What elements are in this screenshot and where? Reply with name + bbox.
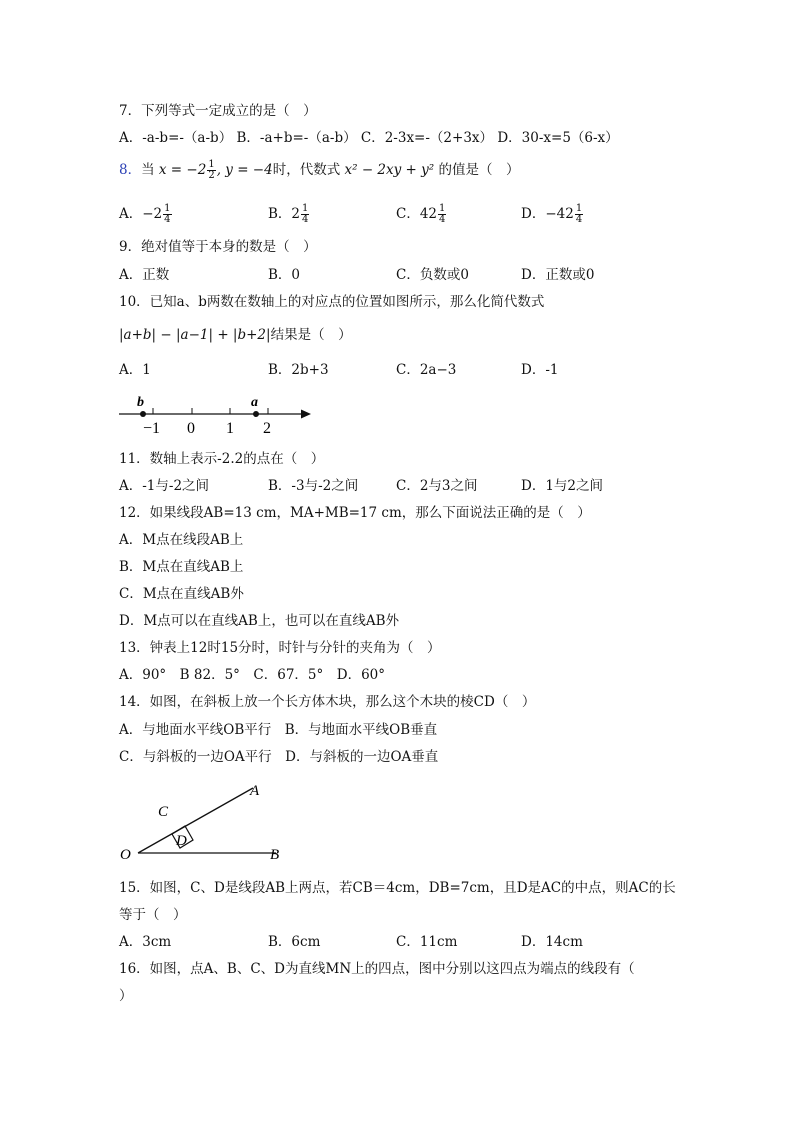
- q8-number: 8．: [119, 162, 142, 178]
- q14-options-ab: A．与地面水平线OB平行 B．与地面水平线OB垂直: [119, 722, 438, 738]
- q8-expression: x² − 2xy + y²: [344, 162, 435, 178]
- label-b: b: [137, 395, 144, 410]
- q14-options-cd: C．与斜板的一边OA平行 D．与斜板的一边OA垂直: [119, 749, 439, 765]
- q10-stem: 10．已知a、b两数在数轴上的对应点的位置如图所示，那么化简代数式: [119, 294, 545, 310]
- q15-stem: 15．如图，C、D是线段AB上两点，若CB＝4cm，DB=7cm，且D是AC的中点，则AC的长: [119, 880, 676, 896]
- label-d: D: [176, 833, 187, 849]
- tick-label-1: 1: [226, 420, 234, 437]
- q8-stem: [119, 160, 519, 181]
- q10-tail: 结果是（ ）: [270, 327, 352, 343]
- q15-option-b: B．6cm: [268, 934, 321, 950]
- q10-option-c: C．2a−3: [396, 362, 457, 378]
- q11-option-c: C．2与3之间: [396, 478, 478, 494]
- q11-option-a: A．-1与-2之间: [119, 478, 210, 494]
- q11-option-d: D．1与2之间: [521, 478, 604, 494]
- q9-option-a: A．正数: [119, 267, 170, 283]
- tick-label-2: 2: [263, 420, 271, 437]
- q10-stem-line2: [119, 326, 352, 344]
- point-a: [253, 411, 259, 417]
- q16-stem: 16．如图，点A、B、C、D为直线MN上的四点，图中分别以这四点为端点的线段有（: [119, 961, 635, 977]
- point-b: [140, 411, 146, 417]
- q15-option-d: D．14cm: [521, 934, 583, 950]
- q11-stem: 11．数轴上表示-2.2的点在（ ）: [119, 451, 325, 467]
- label-c: C: [158, 804, 169, 820]
- q12-option-d: D．M点可以在直线AB上，也可以在直线AB外: [119, 613, 399, 629]
- q15-option-c: C．11cm: [396, 934, 458, 950]
- q12-stem: 12．如果线段AB=13 cm，MA+MB=17 cm，那么下面说法正确的是（ ）: [119, 505, 591, 521]
- q7-options: A．-a-b=-（a-b） B．-a+b=-（a-b） C．2-3x=-（2+3x） D．30-x=5（6-x）: [119, 130, 619, 146]
- label-a: a: [251, 395, 258, 410]
- incline-figure: [118, 778, 298, 868]
- q12-option-b: B．M点在直线AB上: [119, 559, 244, 575]
- q8-tail: 的值是（ ）: [438, 162, 520, 178]
- q10-option-d: D．-1: [521, 362, 559, 378]
- label-b: B: [270, 847, 280, 863]
- q9-option-d: D．正数或0: [521, 267, 595, 283]
- q15-stem-line2: 等于（ ）: [119, 907, 187, 923]
- number-line-arrow: [301, 410, 311, 419]
- q13-options: A．90° B 82．5° C．67．5° D．60°: [119, 667, 386, 683]
- q14-stem: 14．如图，在斜板上放一个长方体木块，那么这个木块的棱CD（ ）: [119, 694, 536, 710]
- q8-mid: 时，代数式: [272, 162, 341, 178]
- q8-option-b: B．2 $\frac{1}{4}$: [268, 203, 309, 225]
- q16-stem-line2: ）: [119, 988, 133, 1004]
- q8-x-fraction: $\frac{1}{2}$: [208, 159, 215, 181]
- q10-expression: |a+b| − |a−1| + |b+2|: [119, 327, 271, 343]
- q9-option-b: B．0: [268, 267, 301, 283]
- q8-when: 当: [141, 162, 155, 178]
- tick-label-0: 0: [187, 420, 195, 437]
- q15-option-a: A．3cm: [119, 934, 172, 950]
- q11-option-b: B．-3与-2之间: [268, 478, 359, 494]
- q10-option-b: B．2b+3: [268, 362, 329, 378]
- q8-option-c: C．42 $\frac{1}{4}$: [396, 203, 446, 225]
- q10-option-a: A．1: [119, 362, 151, 378]
- q13-stem: 13．钟表上12时15分时，时针与分针的夹角为（ ）: [119, 640, 441, 656]
- q12-option-c: C．M点在直线AB外: [119, 586, 244, 602]
- incline-line-oa: [138, 788, 253, 853]
- label-a: A: [250, 783, 260, 799]
- q9-option-c: C．负数或0: [396, 267, 469, 283]
- number-line-figure: [115, 390, 325, 440]
- q8-x-expr: x = −2: [158, 162, 207, 178]
- q12-option-a: A．M点在线段AB上: [119, 532, 244, 548]
- label-o: O: [120, 847, 131, 863]
- q9-stem: 9．绝对值等于本身的数是（ ）: [119, 239, 317, 255]
- q8-y-expr: , y = −4: [216, 162, 273, 178]
- q7-stem: 7．下列等式一定成立的是（ ）: [119, 103, 317, 119]
- q8-option-a: A．−2 $\frac{1}{4}$: [119, 203, 171, 225]
- tick-label-neg1: −1: [143, 420, 161, 437]
- q8-option-d: D．−42 $\frac{1}{4}$: [521, 203, 583, 225]
